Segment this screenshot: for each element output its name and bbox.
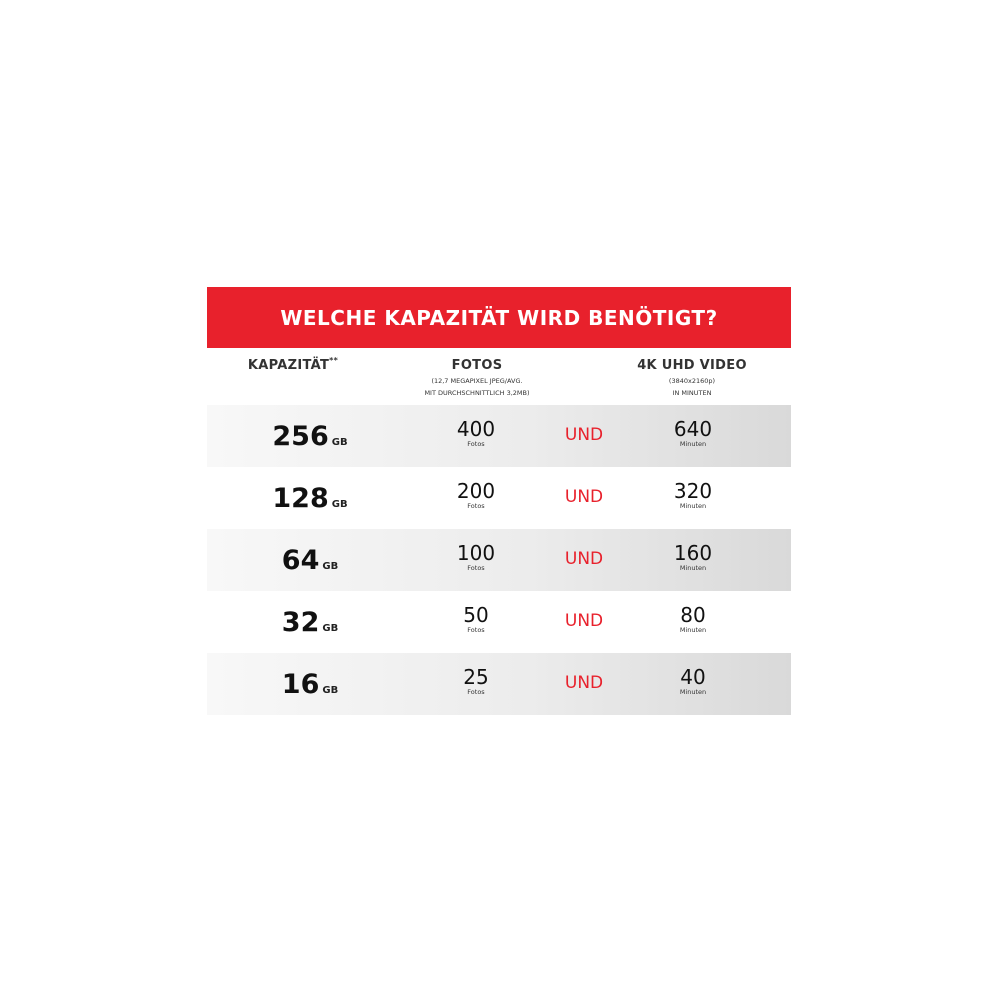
fotos-unit: Fotos — [467, 626, 485, 634]
table-banner — [207, 287, 791, 348]
fotos-cell — [431, 667, 521, 696]
video-unit: Minuten — [679, 564, 707, 572]
fotos-unit: Fotos — [467, 440, 485, 448]
und-connector: UND — [564, 673, 604, 693]
video-cell — [648, 543, 738, 572]
capacity-unit: GB — [331, 498, 348, 510]
fotos-cell — [431, 605, 521, 634]
capacity-unit: GB — [331, 436, 348, 448]
video-cell — [648, 605, 738, 634]
und-connector: UND — [564, 487, 604, 507]
table-row — [207, 405, 791, 467]
header-video-sub1: (3840x2160p) — [668, 377, 716, 385]
video-value: 640 — [673, 417, 713, 441]
fotos-value: 200 — [456, 479, 496, 503]
video-unit: Minuten — [679, 626, 707, 634]
header-fotos-sub1: (12,7 MEGAPIXEL JPEG/AVG. — [431, 377, 523, 385]
banner-title: WELCHE KAPAZITÄT WIRD BENÖTIGT? — [280, 305, 718, 330]
fotos-value: 25 — [463, 665, 489, 689]
video-cell — [648, 419, 738, 448]
und-connector: UND — [564, 425, 604, 445]
table-row — [207, 467, 791, 529]
video-unit: Minuten — [679, 502, 707, 510]
capacity-cell — [251, 653, 369, 715]
capacity-value: 128 — [272, 482, 329, 514]
video-unit: Minuten — [679, 688, 707, 696]
capacity-table — [207, 287, 791, 715]
fotos-cell — [431, 419, 521, 448]
header-fotos-sub2: MIT DURCHSCHNITTLICH 3,2MB) — [424, 389, 530, 397]
capacity-value: 32 — [281, 606, 320, 638]
fotos-value: 100 — [456, 541, 496, 565]
capacity-cell — [251, 529, 369, 591]
fotos-unit: Fotos — [467, 564, 485, 572]
video-value: 160 — [673, 541, 713, 565]
capacity-value: 256 — [272, 420, 329, 452]
video-value: 80 — [680, 603, 706, 627]
capacity-value: 16 — [281, 668, 320, 700]
header-video-sub2: IN MINUTEN — [672, 389, 712, 397]
fotos-unit: Fotos — [467, 688, 485, 696]
capacity-unit: GB — [322, 560, 339, 572]
und-connector: UND — [564, 611, 604, 631]
capacity-value: 64 — [281, 544, 320, 576]
header-fotos-title: FOTOS — [451, 358, 503, 373]
capacity-cell — [251, 467, 369, 529]
table-row — [207, 653, 791, 715]
capacity-cell — [251, 405, 369, 467]
table-header — [207, 348, 791, 405]
capacity-unit: GB — [322, 684, 339, 696]
table-row — [207, 529, 791, 591]
header-video-title: 4K UHD VIDEO — [637, 358, 747, 373]
header-fotos — [392, 358, 562, 397]
capacity-cell — [251, 591, 369, 653]
capacity-unit: GB — [322, 622, 339, 634]
video-cell — [648, 481, 738, 510]
und-connector: UND — [564, 549, 604, 569]
header-capacity-title: KAPAZITÄT — [247, 358, 330, 373]
table-row — [207, 591, 791, 653]
video-value: 40 — [680, 665, 706, 689]
fotos-cell — [431, 543, 521, 572]
header-capacity — [237, 358, 349, 373]
fotos-unit: Fotos — [467, 502, 485, 510]
video-cell — [648, 667, 738, 696]
header-video — [617, 358, 767, 397]
fotos-value: 400 — [456, 417, 496, 441]
fotos-value: 50 — [463, 603, 489, 627]
fotos-cell — [431, 481, 521, 510]
video-unit: Minuten — [679, 440, 707, 448]
video-value: 320 — [673, 479, 713, 503]
header-capacity-mark: ** — [329, 356, 339, 365]
